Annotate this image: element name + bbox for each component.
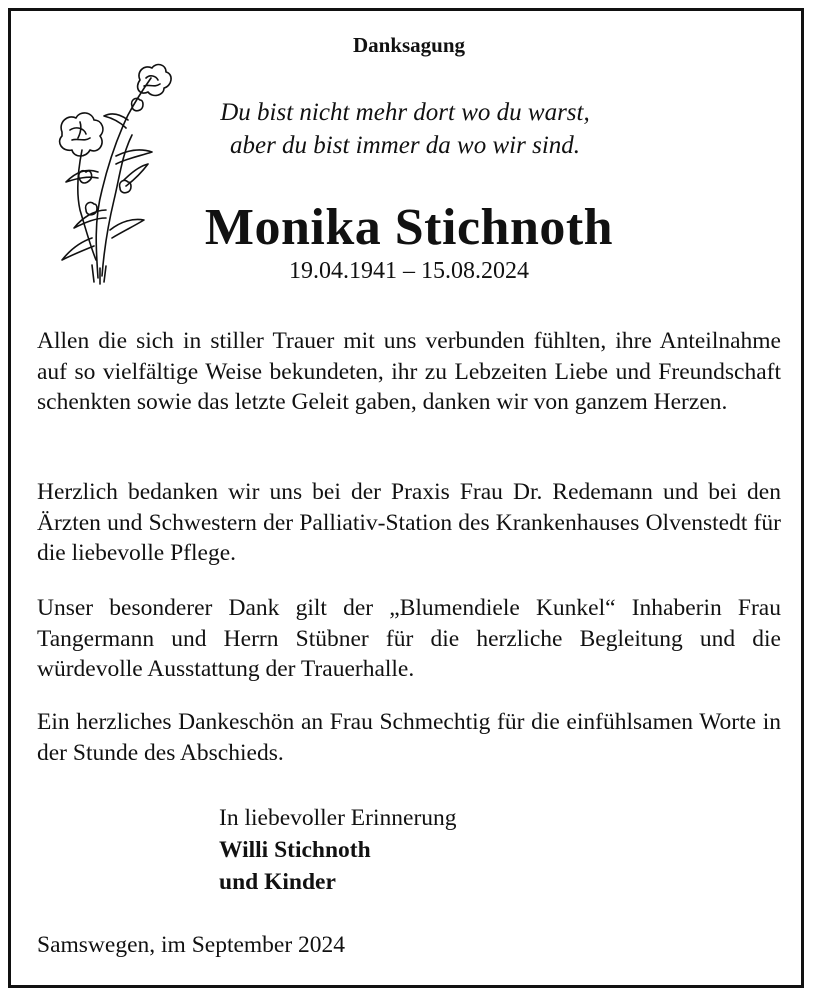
- deceased-name: Monika Stichnoth: [204, 199, 614, 256]
- signature-block: [219, 802, 457, 898]
- place-date: Samswegen, im September 2024: [37, 932, 346, 958]
- memorial-quote: [160, 96, 650, 162]
- signature-name: Willi Stichnoth: [219, 837, 371, 863]
- paragraph-thanks-3: Unser besonderer Dank gilt der „Blumendiele Kunkel“ Inhaberin Frau Tangermann und Herrn Stübner für die herzliche Begleitung und die würdevolle Ausstattung der Trauerhalle.: [37, 595, 781, 682]
- paragraph-thanks-2: Herzlich bedanken wir uns bei der Praxis Frau Dr. Redemann und bei den Ärzten und Schwestern der Palliativ-Station des Krankenhauses Olvenstedt für die liebevolle Pflege.: [37, 479, 781, 566]
- paragraph-thanks-1: Allen die sich in stiller Trauer mit uns verbunden fühlten, ihre Anteilnahme auf so vielfältige Weise bekundeten, ihr zu Lebzeiten Liebe und Freundschaft schenkten sowie das letzte Geleit gaben, danken wir von ganzem Herzen.: [37, 328, 781, 415]
- quote-line-2: aber du bist immer da wo wir sind.: [229, 132, 581, 159]
- life-dates: 19.04.1941 – 15.08.2024: [289, 258, 529, 284]
- signature-family: und Kinder: [219, 869, 336, 895]
- heading-title: Danksagung: [352, 33, 466, 57]
- paragraph-thanks-4: Ein herzliches Dankeschön an Frau Schmechtig für die einfühlsamen Worte in der Stunde des Abschieds.: [37, 709, 781, 766]
- quote-line-1: Du bist nicht mehr dort wo du warst,: [220, 99, 590, 126]
- signature-intro: In liebevoller Erinnerung: [219, 805, 457, 831]
